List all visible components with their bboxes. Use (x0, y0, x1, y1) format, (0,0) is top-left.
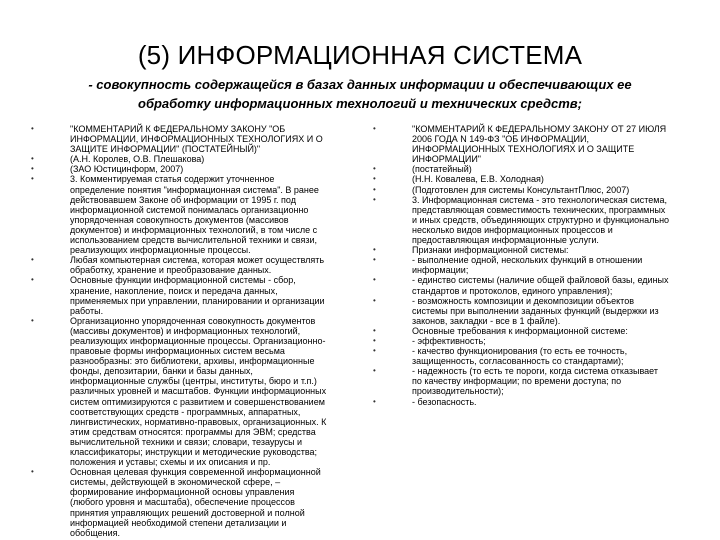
bullet-item: • - эффективность; (370, 336, 670, 346)
bullet-item: • - возможность композиции и декомпозиции объектов системы при выполнении заданных функций (выдержки из законов, закладки - все в 1 файле). (370, 296, 670, 326)
bullet-item: • (Подготовлен для системы КонсультантПлюс, 2007) (370, 185, 670, 195)
bullet-item: • (А.Н. Королев, О.В. Плешакова) (28, 154, 328, 164)
bullet-item: • - надежность (то есть те пороги, когда система отказывает по качеству информации; по времени доступа; по производительности); (370, 366, 670, 396)
bullet-item: • Признаки информационной системы: (370, 245, 670, 255)
bullet-item: • (Н.Н. Ковалева, Е.В. Холодная) (370, 174, 670, 184)
bullet-item: • Организационно упорядоченная совокупность документов (массивы документов) и информационных технологий, реализующих информационные процессы. Организационно-правовые формы информационных систем весьма разнообразны: это библиотеки, архивы, информационные фонды, депозитарии, банки и базы данных, информационные службы (центры, институты, бюро и т.п.) различных уровней и масштабов. Функции информационных систем оптимизируются с развитием и совершенствованием соответствующих средств - программных, аппаратных, лингвистических, нормативно-правовых, организационных. К этим средствам относятся: программы для ЭВМ; средства вычислительной техники и связи; словари, тезаурусы и классификаторы; инструкции и методические руководства; положения и уставы; схемы и их описания и пр. (28, 316, 328, 467)
bullet-item: • "КОММЕНТАРИЙ К ФЕДЕРАЛЬНОМУ ЗАКОНУ "ОБ ИНФОРМАЦИИ, ИНФОРМАЦИОННЫХ ТЕХНОЛОГИЯХ И О ЗАЩИТЕ ИНФОРМАЦИИ" (ПОСТАТЕЙНЫЙ)" (28, 124, 328, 154)
bullet-item: • - выполнение одной, нескольких функций в отношении информации; (370, 255, 670, 275)
bullet-item: • Любая компьютерная система, которая может осуществлять обработку, хранение и преобразование данных. (28, 255, 328, 275)
bullet-item: • 3. Информационная система - это технологическая система, представляющая совместимость технических, программных и иных средств, объединяющих структурно и функционально несколько видов информационных процессов и предоставляющая информационные услуги. (370, 195, 670, 245)
bullet-item: • Основные требования к информационной системе: (370, 326, 670, 336)
bullet-item: • (ЗАО Юстицинформ, 2007) (28, 164, 328, 174)
bullet-item: • "КОММЕНТАРИЙ К ФЕДЕРАЛЬНОМУ ЗАКОНУ ОТ 27 ИЮЛЯ 2006 ГОДА N 149-ФЗ "ОБ ИНФОРМАЦИИ, ИНФОРМАЦИОННЫХ ТЕХНОЛОГИЯХ И О ЗАЩИТЕ ИНФОРМАЦИИ" (370, 124, 670, 164)
slide-title: (5) ИНФОРМАЦИОННАЯ СИСТЕМА (137, 40, 583, 70)
slide-subtitle: - совокупность содержащейся в базах данных информации и обеспечивающих ее обработку информационных технологий и технических средств; (88, 77, 632, 111)
left-column (28, 124, 328, 538)
bullet-item: • - безопасность. (370, 397, 670, 407)
bullet-item: • Основная целевая функция современной информационной системы, действующей в экономической сфере, – формирование информационной основы управления (любого уровня и масштаба), обеспечение процессов принятия управляющих решений достоверной и полной информацией необходимой степени детализации и обобщения. (28, 467, 328, 538)
bullet-item: • 3. Комментируемая статья содержит уточненное определение понятия "информационная система". В ранее действовавшем Законе об информации от 1995 г. под информационной системой понималась организационно упорядоченная совокупность документов (массивов документов) и информационных технологий, в том числе с использованием средств вычислительной техники и связи, реализующих информационные процессы. (28, 174, 328, 255)
bullet-item: • - единство системы (наличие общей файловой базы, единых стандартов и протоколов, единого управления); (370, 275, 670, 295)
bullet-item: • - качество функционирования (то есть ее точность, защищенность, согласованность со стандартами); (370, 346, 670, 366)
right-column (370, 124, 670, 407)
bullet-item: • (постатейный) (370, 164, 670, 174)
bullet-item: • Основные функции информационной системы - сбор, хранение, накопление, поиск и передача данных, применяемых при управлении, планировании и организации работы. (28, 275, 328, 315)
